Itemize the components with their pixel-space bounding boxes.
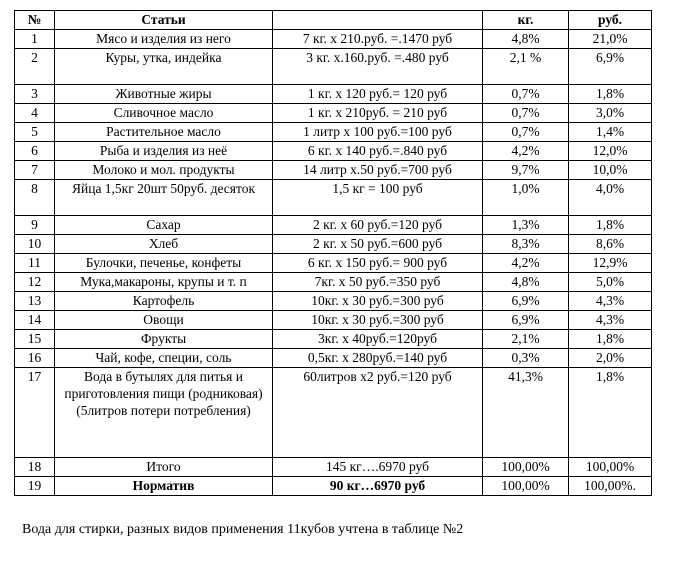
cell-num: 12: [15, 273, 55, 292]
cell-kg: 1,3%: [483, 216, 569, 235]
cell-item: Куры, утка, индейка: [55, 49, 273, 85]
table-row: [15, 85, 652, 104]
cell-item: Мука,макароны, крупы и т. п: [55, 273, 273, 292]
cell-item: Мясо и изделия из него: [55, 30, 273, 49]
header-item: Статьи: [55, 11, 273, 30]
table-row: [15, 49, 652, 85]
cell-kg: 1,0%: [483, 180, 569, 216]
cell-calc: 1 кг. х 210руб. = 210 руб: [273, 104, 483, 123]
cell-rub: 1,8%: [569, 330, 652, 349]
table-row: [15, 273, 652, 292]
header-calc: [273, 11, 483, 30]
cell-kg: 4,8%: [483, 30, 569, 49]
cell-item: Вода в бутылях для питья и приготовления пищи (родниковая) (5литров потери потребления): [55, 368, 273, 458]
cell-num: 19: [15, 477, 55, 496]
cell-num: 11: [15, 254, 55, 273]
cell-rub: 4,3%: [569, 311, 652, 330]
cell-calc: 1,5 кг = 100 руб: [273, 180, 483, 216]
cell-kg: 100,00%: [483, 477, 569, 496]
cell-calc: 10кг. х 30 руб.=300 руб: [273, 311, 483, 330]
cell-calc: 10кг. х 30 руб.=300 руб: [273, 292, 483, 311]
table-row: [15, 254, 652, 273]
cell-rub: 4,3%: [569, 292, 652, 311]
table-row: [15, 477, 652, 496]
cell-item: Сахар: [55, 216, 273, 235]
cell-kg: 0,3%: [483, 349, 569, 368]
cell-kg: 4,2%: [483, 254, 569, 273]
table-row: [15, 235, 652, 254]
table-row: [15, 349, 652, 368]
table-row: [15, 104, 652, 123]
cell-calc: 7кг. х 50 руб.=350 руб: [273, 273, 483, 292]
cell-kg: 8,3%: [483, 235, 569, 254]
cell-item: Рыба и изделия из неё: [55, 142, 273, 161]
header-rub: руб.: [569, 11, 652, 30]
cell-item: Растительное масло: [55, 123, 273, 142]
cell-rub: 8,6%: [569, 235, 652, 254]
cell-num: 4: [15, 104, 55, 123]
cell-calc: 3кг. х 40руб.=120руб: [273, 330, 483, 349]
cell-calc: 145 кг….6970 руб: [273, 458, 483, 477]
header-row: [15, 11, 652, 30]
cell-num: 18: [15, 458, 55, 477]
table-row: [15, 161, 652, 180]
cell-num: 2: [15, 49, 55, 85]
header-num: №: [15, 11, 55, 30]
cell-item: Яйца 1,5кг 20шт 50руб. десяток: [55, 180, 273, 216]
cell-rub: 10,0%: [569, 161, 652, 180]
header-kg: кг.: [483, 11, 569, 30]
cell-rub: 1,8%: [569, 85, 652, 104]
cell-kg: 0,7%: [483, 104, 569, 123]
cell-num: 13: [15, 292, 55, 311]
cell-rub: 4,0%: [569, 180, 652, 216]
cell-calc: 60литров х2 руб.=120 руб: [273, 368, 483, 458]
cell-calc: 1 кг. х 120 руб.= 120 руб: [273, 85, 483, 104]
cell-num: 9: [15, 216, 55, 235]
cell-rub: 1,4%: [569, 123, 652, 142]
cell-calc: 3 кг. х.160.руб. =.480 руб: [273, 49, 483, 85]
cell-num: 3: [15, 85, 55, 104]
cell-num: 1: [15, 30, 55, 49]
cell-kg: 0,7%: [483, 85, 569, 104]
cell-item: Фрукты: [55, 330, 273, 349]
cell-item: Хлеб: [55, 235, 273, 254]
cell-rub: 100,00%: [569, 458, 652, 477]
cell-calc: 2 кг. х 60 руб.=120 руб: [273, 216, 483, 235]
cell-kg: 6,9%: [483, 292, 569, 311]
cell-rub: 5,0%: [569, 273, 652, 292]
table-row: [15, 142, 652, 161]
cell-kg: 41,3%: [483, 368, 569, 458]
cell-kg: 2,1 %: [483, 49, 569, 85]
table-row: [15, 368, 652, 458]
budget-table: [14, 10, 652, 496]
table-row: [15, 30, 652, 49]
cell-item: Молоко и мол. продукты: [55, 161, 273, 180]
cell-rub: 1,8%: [569, 368, 652, 458]
cell-kg: 2,1%: [483, 330, 569, 349]
cell-item: Сливочное масло: [55, 104, 273, 123]
footnote: Вода для стирки, разных видов применения 11кубов учтена в таблице №2: [22, 522, 464, 537]
table-row: [15, 180, 652, 216]
cell-item: Итого: [55, 458, 273, 477]
cell-kg: 4,2%: [483, 142, 569, 161]
table-row: [15, 311, 652, 330]
cell-item: Животные жиры: [55, 85, 273, 104]
cell-item: Картофель: [55, 292, 273, 311]
cell-calc: 2 кг. х 50 руб.=600 руб: [273, 235, 483, 254]
table-row: [15, 292, 652, 311]
cell-rub: 100,00%.: [569, 477, 652, 496]
cell-kg: 100,00%: [483, 458, 569, 477]
cell-rub: 3,0%: [569, 104, 652, 123]
cell-calc: 1 литр х 100 руб.=100 руб: [273, 123, 483, 142]
cell-kg: 4,8%: [483, 273, 569, 292]
cell-rub: 12,9%: [569, 254, 652, 273]
cell-calc: 0,5кг. х 280руб.=140 руб: [273, 349, 483, 368]
table-row: [15, 123, 652, 142]
cell-item: Овощи: [55, 311, 273, 330]
cell-rub: 6,9%: [569, 49, 652, 85]
cell-rub: 12,0%: [569, 142, 652, 161]
cell-kg: 6,9%: [483, 311, 569, 330]
cell-rub: 1,8%: [569, 216, 652, 235]
cell-num: 7: [15, 161, 55, 180]
cell-kg: 0,7%: [483, 123, 569, 142]
cell-kg: 9,7%: [483, 161, 569, 180]
table-row: [15, 458, 652, 477]
cell-calc: 6 кг. х 140 руб.=.840 руб: [273, 142, 483, 161]
cell-num: 15: [15, 330, 55, 349]
cell-item: Чай, кофе, специи, соль: [55, 349, 273, 368]
cell-num: 8: [15, 180, 55, 216]
cell-num: 16: [15, 349, 55, 368]
table-row: [15, 216, 652, 235]
cell-rub: 2,0%: [569, 349, 652, 368]
cell-calc: 7 кг. х 210.руб. =.1470 руб: [273, 30, 483, 49]
cell-rub: 21,0%: [569, 30, 652, 49]
cell-num: 5: [15, 123, 55, 142]
cell-num: 10: [15, 235, 55, 254]
cell-num: 17: [15, 368, 55, 458]
cell-item: Норматив: [55, 477, 273, 496]
cell-calc: 6 кг. х 150 руб.= 900 руб: [273, 254, 483, 273]
cell-num: 14: [15, 311, 55, 330]
table-row: [15, 330, 652, 349]
cell-item: Булочки, печенье, конфеты: [55, 254, 273, 273]
cell-num: 6: [15, 142, 55, 161]
cell-calc: 14 литр х.50 руб.=700 руб: [273, 161, 483, 180]
cell-calc: 90 кг…6970 руб: [273, 477, 483, 496]
